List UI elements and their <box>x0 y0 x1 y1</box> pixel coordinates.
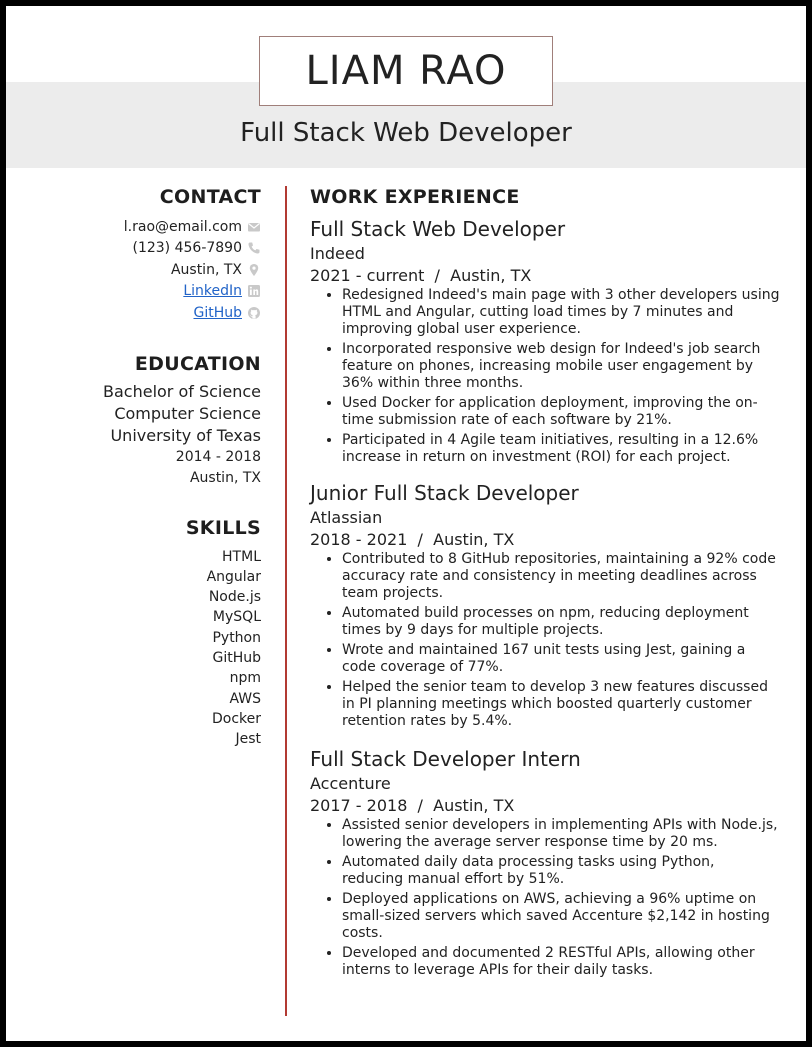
contact-location <box>96 259 261 281</box>
bullet-item: • Redesigned Indeed's main page with 3 other developers using HTML and Angular, cutting load times by 7 minutes and improving global user experience. <box>342 287 780 338</box>
contact-heading: CONTACT <box>159 186 261 208</box>
name-box <box>259 36 553 106</box>
column-divider <box>285 186 287 1016</box>
education-location: Austin, TX <box>189 469 261 486</box>
job-bullets <box>310 817 780 979</box>
email-text: l.rao@email.com <box>123 218 242 235</box>
skill-item: Python <box>212 629 261 646</box>
education-heading: EDUCATION <box>134 352 261 375</box>
degree: Bachelor of Science <box>103 381 261 401</box>
skill-item: MySQL <box>212 609 261 626</box>
contact-linkedin <box>96 281 261 303</box>
map-pin-icon <box>247 263 261 277</box>
resume-page <box>6 6 806 1041</box>
candidate-name: LIAM RAO <box>305 48 507 94</box>
job-title: Full Stack Developer Intern <box>310 747 581 771</box>
job-dates: 2021 - current / Austin, TX <box>310 266 532 285</box>
company-name: Indeed <box>310 244 365 263</box>
bullet-item: • Wrote and maintained 167 unit tests using Jest, gaining a code coverage of 77%. <box>342 642 780 676</box>
skill-item: Jest <box>235 731 261 748</box>
skill-item: HTML <box>222 548 261 565</box>
job-title: Junior Full Stack Developer <box>310 481 579 505</box>
work-experience-section <box>310 186 780 982</box>
location-text: Austin, TX <box>170 261 242 278</box>
work-experience-heading: WORK EXPERIENCE <box>310 186 520 208</box>
job-entry <box>310 747 780 979</box>
skills-heading: SKILLS <box>185 516 261 539</box>
major: Computer Science <box>114 403 261 423</box>
skills-section <box>96 517 261 750</box>
job-entry <box>310 217 780 466</box>
bullet-item: • Deployed applications on AWS, achieving a 96% uptime on small-sized servers which saved Accenture $2,142 in hosting costs. <box>342 891 780 942</box>
skill-item: GitHub <box>212 649 261 666</box>
job-bullets <box>310 287 780 466</box>
bullet-item: • Developed and documented 2 RESTful APIs, allowing other interns to leverage APIs for their daily tasks. <box>342 945 780 979</box>
skill-item: AWS <box>229 690 261 707</box>
envelope-icon <box>247 220 261 234</box>
skill-item: Angular <box>206 568 261 585</box>
bullet-item: • Assisted senior developers in implementing APIs with Node.js, lowering the average server response time by 20 ms. <box>342 817 780 851</box>
company-name: Atlassian <box>310 508 383 527</box>
github-icon <box>247 306 261 320</box>
skill-item: Docker <box>211 710 261 727</box>
company-name: Accenture <box>310 774 391 793</box>
job-dates: 2017 - 2018 / Austin, TX <box>310 796 515 815</box>
left-column <box>96 186 261 749</box>
bullet-item: • Participated in 4 Agile team initiatives, resulting in a 12.6% increase in return on investment (ROI) for each project. <box>342 432 780 466</box>
bullet-item: • Incorporated responsive web design for Indeed's job search feature on phones, increasing mobile user engagement by 36% within three months. <box>342 341 780 392</box>
bullet-item: • Automated daily data processing tasks using Python, reducing manual effort by 51%. <box>342 854 780 888</box>
education-years: 2014 - 2018 <box>175 448 261 465</box>
contact-email <box>96 216 261 238</box>
education-section <box>96 353 261 489</box>
bullet-item: • Helped the senior team to develop 3 new features discussed in PI planning meetings which boosted quarterly customer retention rates by 5.4%. <box>342 679 780 730</box>
linkedin-icon <box>247 284 261 298</box>
bullet-item: • Used Docker for application deployment, improving the on-time submission rate of each software by 21%. <box>342 395 780 429</box>
bullet-item: • Automated build processes on npm, reducing deployment times by 9 days for multiple projects. <box>342 605 780 639</box>
contact-github <box>96 302 261 324</box>
job-bullets <box>310 551 780 730</box>
job-title: Full Stack Web Developer <box>310 217 566 241</box>
bullet-item: • Contributed to 8 GitHub repositories, maintaining a 92% code accuracy rate and consistency in meeting deadlines across team projects. <box>342 551 780 602</box>
skill-item: Node.js <box>208 589 261 606</box>
github-link[interactable]: GitHub <box>193 304 242 321</box>
job-title-heading: Full Stack Web Developer <box>240 118 572 148</box>
job-entry <box>310 481 780 730</box>
contact-phone <box>96 238 261 260</box>
contact-section <box>96 186 261 324</box>
phone-text: (123) 456-7890 <box>132 240 242 257</box>
skill-item: npm <box>229 670 261 687</box>
job-dates: 2018 - 2021 / Austin, TX <box>310 530 515 549</box>
phone-icon <box>247 241 261 255</box>
linkedin-link[interactable]: LinkedIn <box>183 283 242 300</box>
school: University of Texas <box>110 425 261 445</box>
